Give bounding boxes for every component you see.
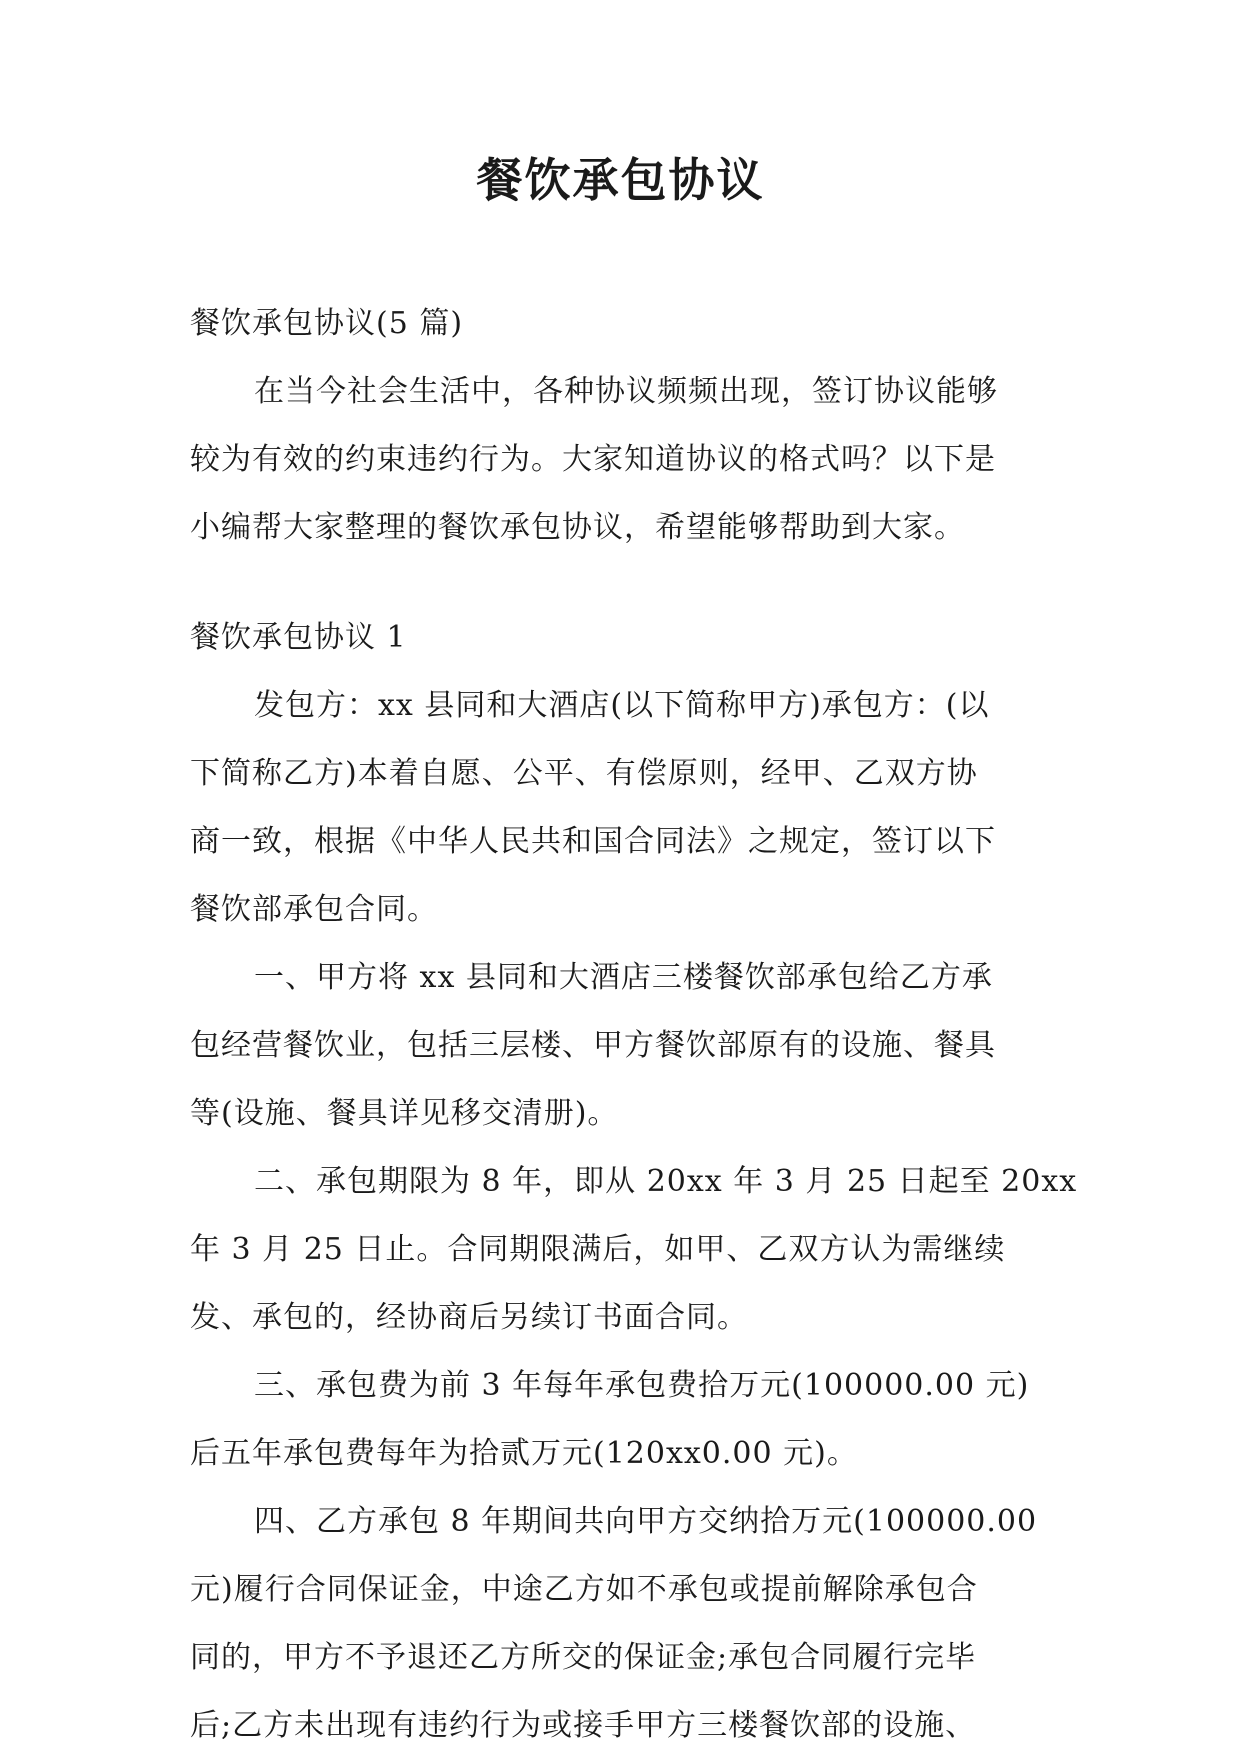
paragraph-parties	[190, 672, 1050, 944]
document-title: 餐饮承包协议	[476, 153, 765, 207]
intro-line: 较为有效的约束违约行为。大家知道协议的格式吗？以下是	[190, 442, 996, 477]
paragraph-line: 包经营餐饮业，包括三层楼、甲方餐饮部原有的设施、餐具	[190, 1028, 996, 1063]
paragraph-line: 餐饮部承包合同。	[190, 892, 438, 927]
document-subtitle: 餐饮承包协议(5 篇)	[190, 306, 464, 341]
section-spacer	[190, 562, 1050, 604]
paragraph-line: 后;乙方未出现有违约行为或接手甲方三楼餐饮部的设施、	[190, 1708, 977, 1743]
paragraph-line: 发包方：xx 县同和大酒店(以下简称甲方)承包方：(以	[254, 688, 990, 723]
paragraph-line: 发、承包的，经协商后另续订书面合同。	[190, 1300, 748, 1335]
intro-paragraph	[190, 358, 1050, 562]
clause-4	[190, 1488, 1050, 1760]
clause-3	[190, 1352, 1050, 1488]
document-body	[190, 290, 1078, 1760]
intro-line: 在当今社会生活中，各种协议频频出现，签订协议能够	[254, 374, 998, 409]
section-heading: 餐饮承包协议 1	[190, 620, 407, 655]
paragraph-line: 商一致，根据《中华人民共和国合同法》之规定，签订以下	[190, 824, 996, 859]
paragraph-line: 下简称乙方)本着自愿、公平、有偿原则，经甲、乙双方协	[190, 756, 978, 791]
paragraph-line: 同的，甲方不予退还乙方所交的保证金;承包合同履行完毕	[190, 1640, 977, 1675]
paragraph-line: 年 3 月 25 日止。合同期限满后，如甲、乙双方认为需继续	[190, 1232, 1006, 1267]
paragraph-line: 二、承包期限为 8 年，即从 20xx 年 3 月 25 日起至 20xx	[254, 1164, 1078, 1199]
clause-2	[190, 1148, 1078, 1352]
paragraph-line: 元)履行合同保证金，中途乙方如不承包或提前解除承包合	[190, 1572, 978, 1607]
intro-line: 小编帮大家整理的餐饮承包协议，希望能够帮助到大家。	[190, 510, 965, 545]
paragraph-line: 等(设施、餐具详见移交清册)。	[190, 1096, 619, 1131]
paragraph-line: 四、乙方承包 8 年期间共向甲方交纳拾万元(100000.00	[254, 1504, 1038, 1539]
paragraph-line: 一、甲方将 xx 县同和大酒店三楼餐饮部承包给乙方承	[254, 960, 993, 995]
paragraph-line: 三、承包费为前 3 年每年承包费拾万元(100000.00 元)	[254, 1368, 1030, 1403]
paragraph-line: 后五年承包费每年为拾贰万元(120xx0.00 元)。	[190, 1436, 858, 1471]
clause-1	[190, 944, 1050, 1148]
